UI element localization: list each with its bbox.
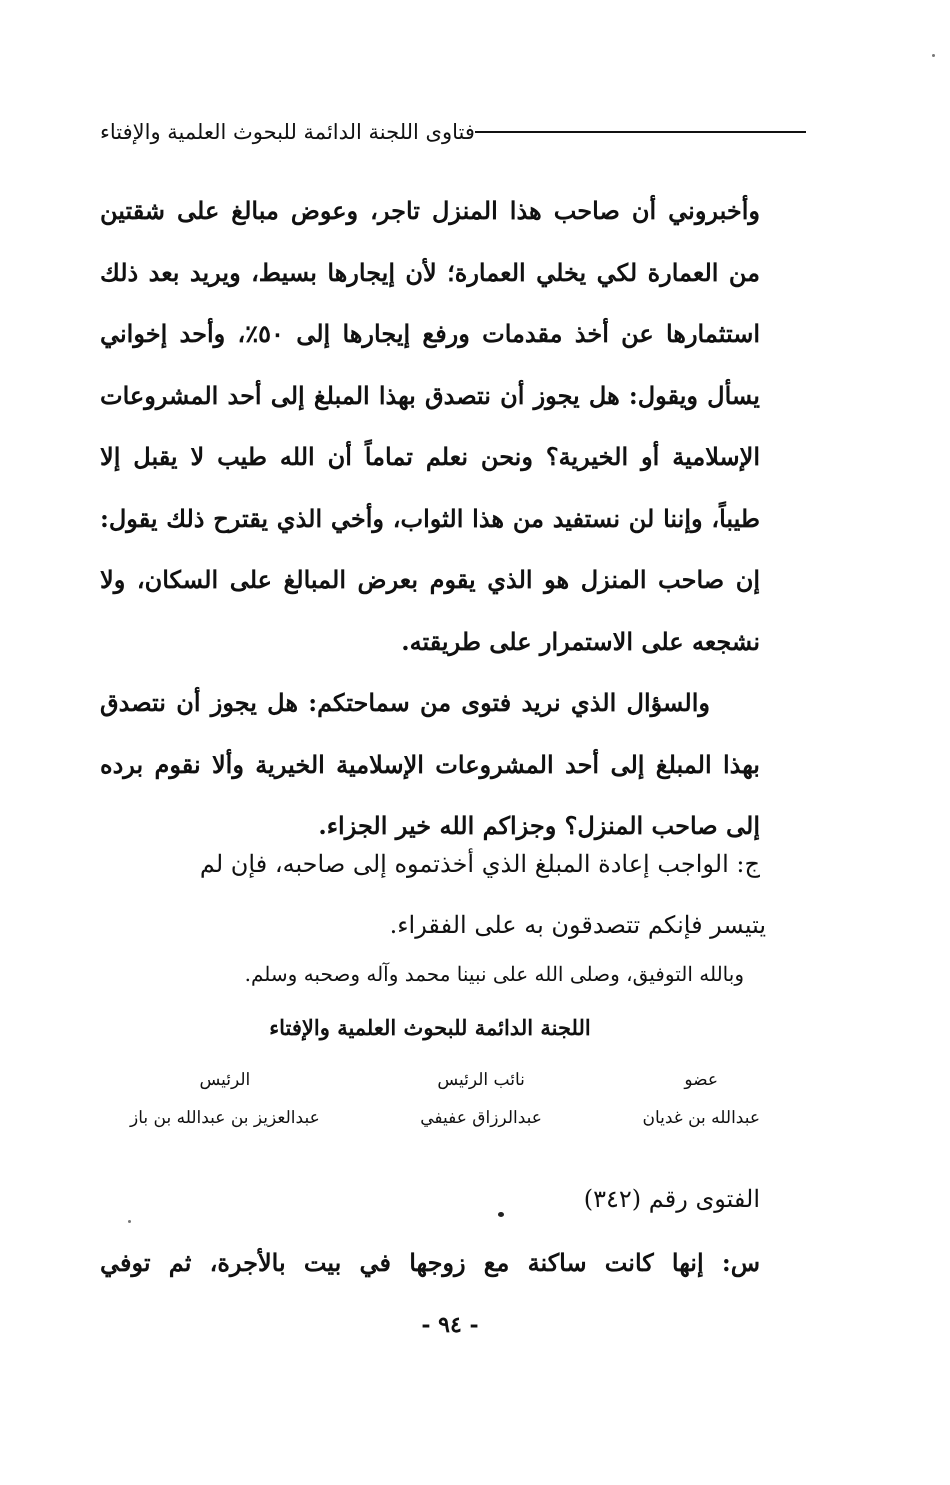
header-title: فتاوى اللجنة الدائمة للبحوث العلمية والإفتاء — [100, 120, 475, 144]
scan-speck — [498, 1212, 504, 1217]
signatory-vice-president — [420, 1070, 542, 1128]
scan-speck — [128, 1220, 131, 1223]
signatory-member — [642, 1070, 760, 1128]
page-number: - ٩٤ - — [421, 1312, 479, 1338]
fatwa-number: الفتوى رقم (٣٤٢) — [583, 1185, 760, 1213]
closing-formula: وبالله التوفيق، وصلى الله على نبينا محمد وآله وصحبه وسلم. — [244, 962, 744, 986]
signatory-role: الرئيس — [199, 1070, 251, 1090]
next-question: س: إنها كانت ساكنة مع زوجها في بيت بالأجرة، ثم توفي — [100, 1248, 760, 1277]
question-paragraph-2: والسؤال الذي نريد فتوى من سماحتكم: هل يجوز أن نتصدق بهذا المبلغ إلى أحد المشروعات الإسلامية الخيرية وألا نقوم برده إلى صاحب المنزل؟ وجزاكم الله خير الجزاء. — [100, 688, 760, 840]
question-paragraph-1: وأخبروني أن صاحب هذا المنزل تاجر، وعوض مبالغ على شقتين من العمارة لكي يخلي العمارة؛ لأن إيجارها بسيط، ويريد بعد ذلك استثمارها عن أخذ مقدمات ورفع إيجارها إلى ٥٠٪، وأحد إخواني يسأل ويقول: هل يجوز أن نتصدق بهذا المبلغ إلى أحد المشروعات الإسلامية أو الخيرية؟ ونحن نعلم تماماً أن الله طيب لا يقبل إلا طيباً، وإننا لن نستفيد من هذا الثواب، وأخي الذي يقترح ذلك يقول: إن صاحب المنزل هو الذي يقوم بعرض المبالغ على السكان، ولا نشجعه على الاستمرار على طريقته. — [100, 196, 761, 656]
question-body — [100, 180, 760, 857]
signatories — [130, 1070, 760, 1128]
answer-text: ج: الواجب إعادة المبلغ الذي أخذتموه إلى صاحبه، فإن لم — [199, 850, 760, 878]
signatory-name: عبدالعزيز بن عبدالله بن باز — [130, 1108, 320, 1128]
committee-name: اللجنة الدائمة للبحوث العلمية والإفتاء — [269, 1015, 591, 1040]
signatory-president — [130, 1070, 320, 1128]
header-rule — [475, 131, 806, 133]
running-header — [100, 112, 818, 152]
signatory-name: عبدالرزاق عفيفي — [420, 1108, 542, 1128]
signatory-name: عبدالله بن غديان — [642, 1108, 760, 1128]
answer-block — [100, 834, 766, 956]
scan-speck — [932, 54, 935, 57]
signatory-role: عضو — [684, 1070, 719, 1090]
signatory-role: نائب الرئيس — [437, 1070, 525, 1090]
answer-continuation: يتيسر فإنكم تتصدقون به على الفقراء. — [389, 911, 766, 939]
